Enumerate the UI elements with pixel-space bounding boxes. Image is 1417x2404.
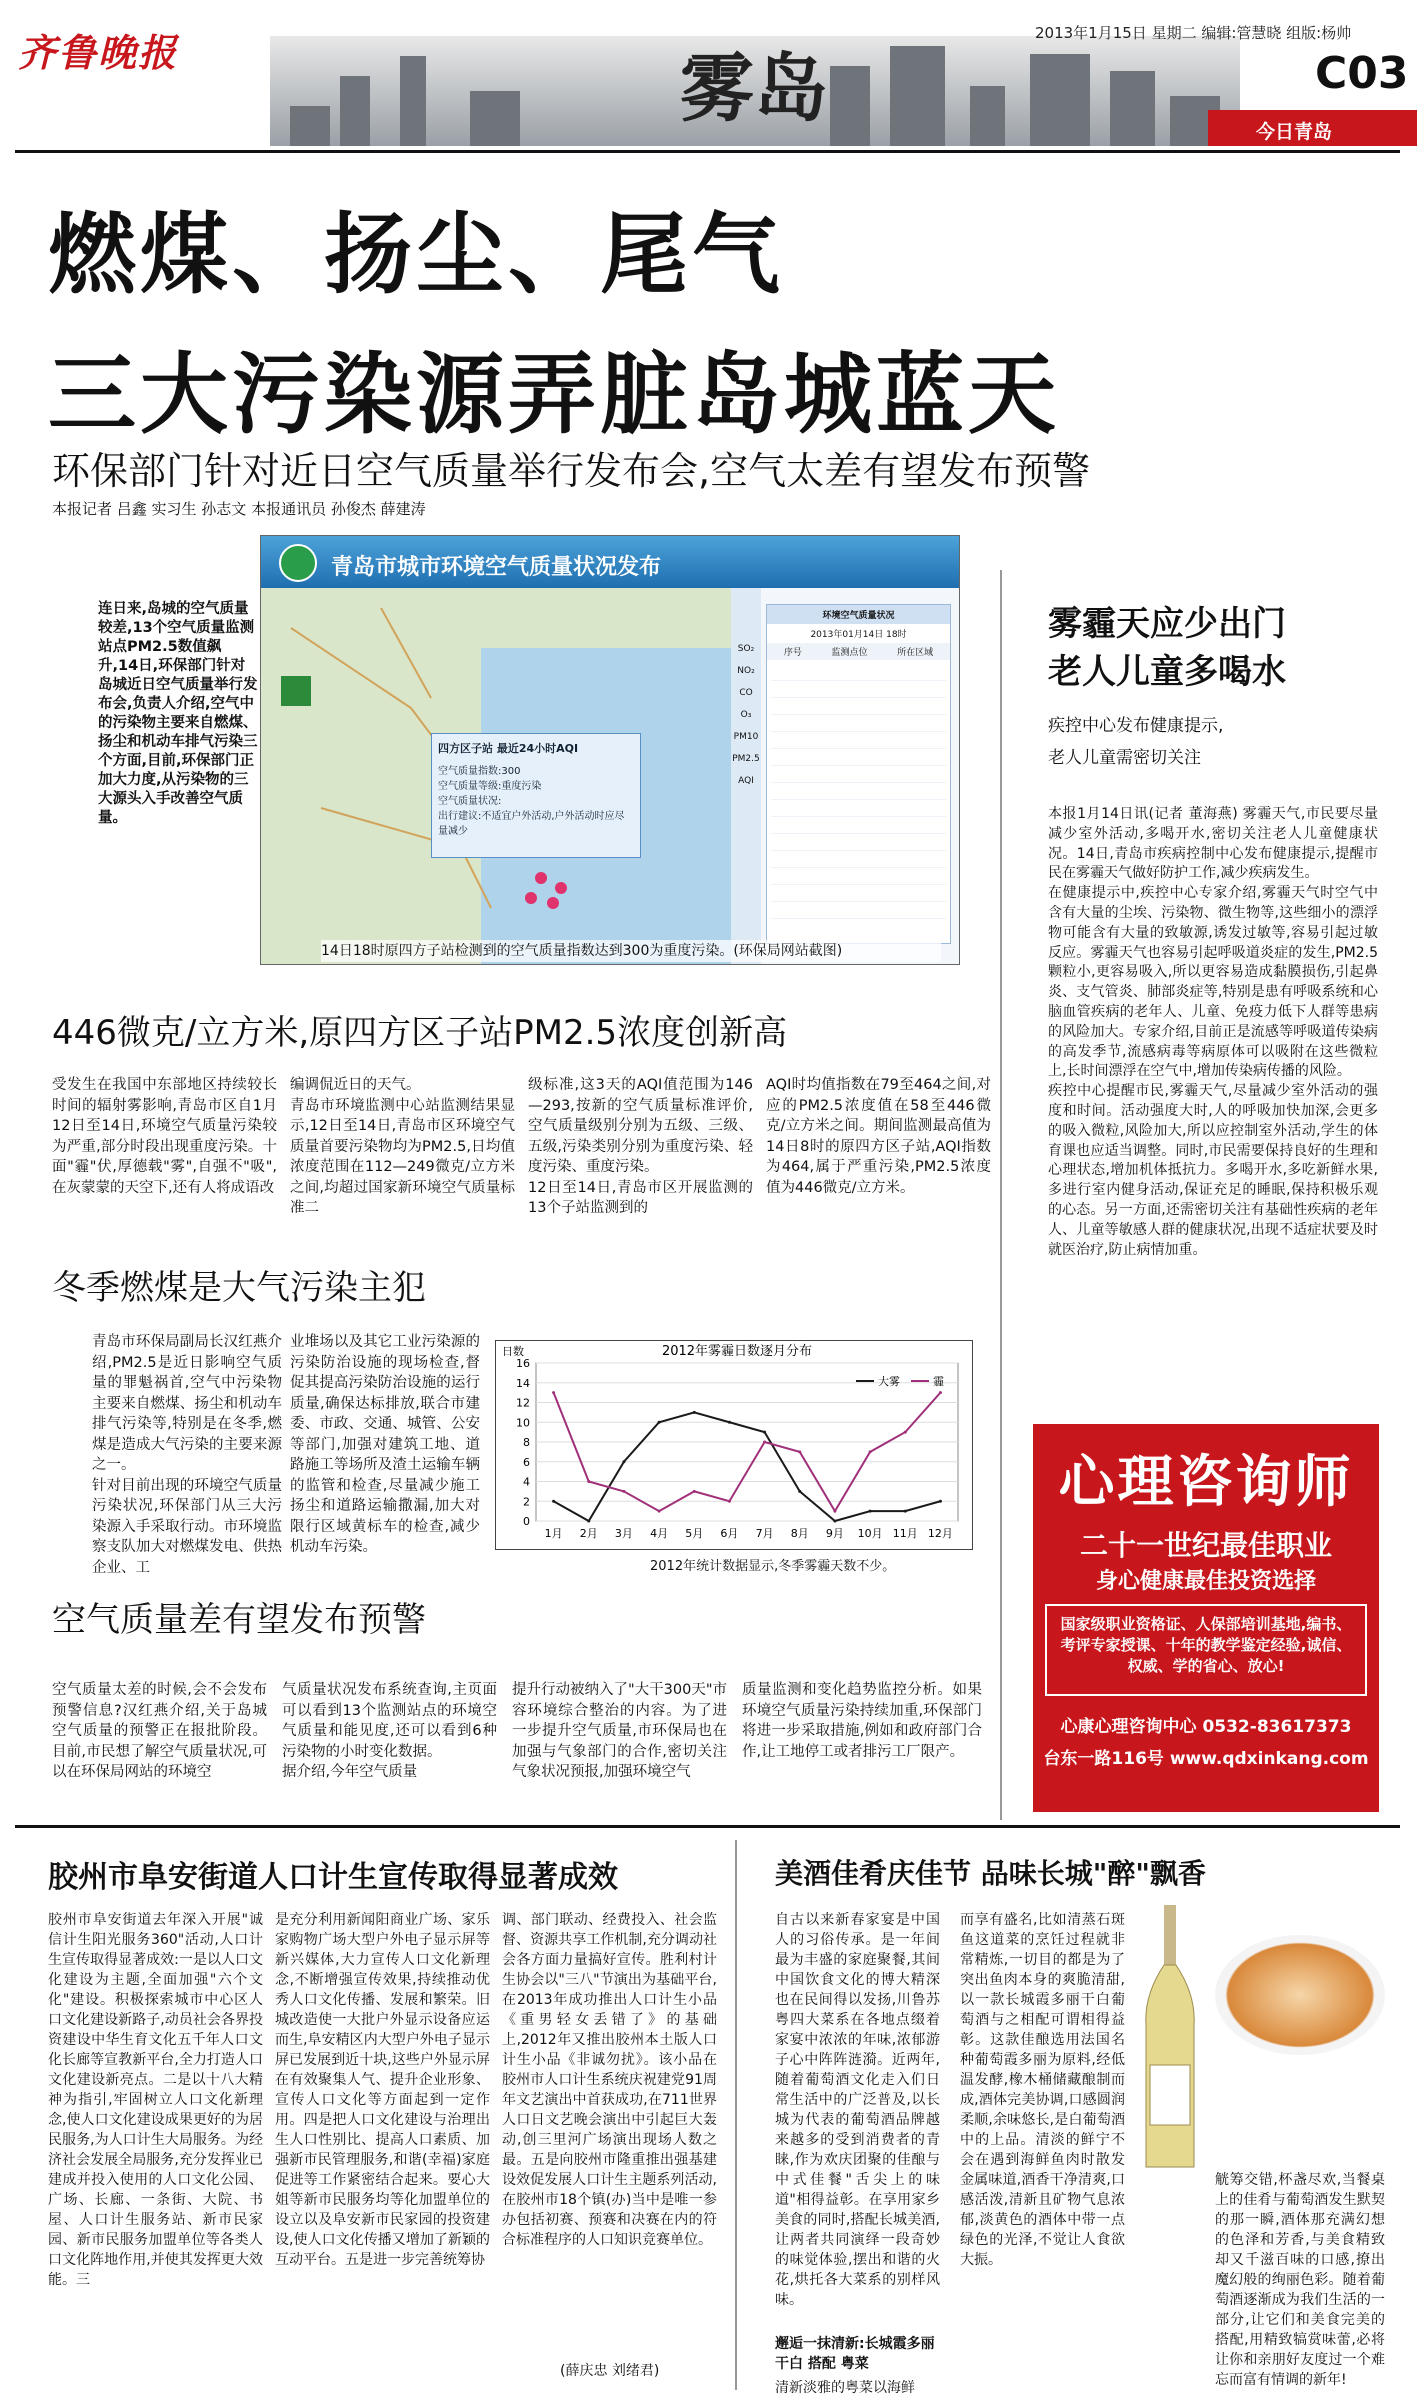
station-marker[interactable] [555, 882, 567, 894]
y-tick-label: 10 [516, 1416, 530, 1430]
edition-meta: 2013年1月15日 星期二 编辑:管慧晓 组版:杨帅 [1035, 24, 1352, 42]
y-tick-label: 12 [516, 1396, 530, 1410]
x-tick-label: 2月 [579, 1527, 598, 1540]
page-number: C03 [1315, 48, 1409, 99]
data-point [728, 1500, 731, 1503]
ad-title: 心理咨询师 [1058, 1450, 1354, 1515]
fog-haze-chart [495, 1340, 973, 1550]
byline: 本报记者 吕鑫 实习生 孙志文 本报通讯员 孙俊杰 薛建涛 [52, 500, 426, 518]
section3-col4: 质量监测和变化趋势监控分析。如果环境空气质量污染持续加重,环保部门将进一步采取措施,例如和政府部门合作,让工地停工或者排污工厂限产。 [742, 1682, 982, 1760]
x-tick-label: 4月 [650, 1527, 669, 1540]
header-rule [15, 150, 1400, 153]
station-marker[interactable] [547, 897, 559, 909]
y-tick-label: 8 [523, 1436, 530, 1449]
y-tick-label: 14 [516, 1376, 530, 1390]
lower-column-divider [735, 1840, 737, 2390]
sidebar-title-line1: 雾霾天应少出门 [1048, 604, 1286, 644]
popup-line: 空气质量等级:重度污染 [438, 781, 542, 792]
legend-label: 大雾 [878, 1375, 900, 1388]
lead-intro: 连日来,岛城的空气质量较差,13个空气质量监测站点PM2.5数值飙升,14日,环保部门针对岛城近日空气质量举行发布会,负责人介绍,空气中的污染物主要来自燃煤、扬尘和机动车排气污染三个方面,目前,环保部门正加大力度,从污染物的三大源头入手改善空气质量。 [98, 601, 258, 826]
sidebar-body: 本报1月14日讯(记者 董海燕) 雾霾天气,市民要尽量减少室外活动,多喝开水,密切关注老人儿童健康状况。14日,青岛市疾病控制中心发布健康提示,提醒市民在雾霾天气做好防护工作,减少疾病发生。 在健康提示中,疾控中心专家介绍,雾霾天气时空气中含有大量的尘埃、污染物、微生物等,这些细小的漂浮物可能含有大量的致敏源,诱发过敏等,容易引起过敏反应。雾霾天气也容易引起呼吸道炎症的发生,PM2.5颗粒小,更容易吸入,所以更容易造成黏膜损伤,引起鼻炎、支气管炎、肺部炎症等,特别是患有呼吸系统和心脑血管疾病的老年人、儿童、免疫力低下人群等患病的风险加大。专家介绍,目前正是流感等呼吸道传染病的高发季节,流感病毒等病原体可以吸附在这些微粒上,长时间漂浮在空气中,增加传染病传播的风险。 疾控中心提醒市民,雾霾天气,尽量减少室外活动的强度和时间。活动强度大时,人的呼吸加快加深,会更多的吸入微粒,风险加大,所以应控制室外活动,学生的体育课也应适当调整。同时,市民需要保持良好的生理和心理状态,增加机体抵抗力。多喝开水,多吃新鲜水果,多进行室内健身活动,保证充足的睡眠,保持积极乐观的心态。另一方面,还需密切关注有基础性疾病的老年人、儿童等敏感人群的健康状况,出现不适症状要及时就医治疗,防止病情加重。 [1048, 806, 1378, 1258]
table-col: 监测点位 [831, 648, 868, 658]
jiaozhou-col2: 是充分利用新闻阳商业广场、家乐家购物广场大型户外电子显示屏等新兴媒体,大力宣传人口文化新理念,不断增强宣传效果,持续推动优秀人口文化传播、发展和繁荣。旧城改造使一大批户外显示设备应运而生,阜安精区内大型户外电子显示屏已发展到近十块,这些户外显示屏在有效聚集人气、提升企业形象、宣传人口文化等方面起到一定作用。四是把人口文化建设与治理出生人口性别比、提高人口素质、加强新市民管理服务,和谐(幸福)家庭促进等工作紧密结合起来。要心大姐等新市民服务均等化加盟单位的设立以及阜安新市民家园的投资建设,使人口文化传播又增加了新颖的互动平台。五是进一步完善统筹协 [275, 1912, 490, 2268]
data-point [763, 1431, 766, 1434]
wine-col1-tail: 清新淡雅的粤菜以海鲜 [775, 2380, 915, 2396]
steamed-fish-dish [1215, 1935, 1385, 2055]
section3-col2: 气质量状况发布系统查询,主页面可以看到13个监测站点的环境空气质量和能见度,还可以看到6种污染物的小时变化数据。 据介绍,今年空气质量 [282, 1682, 497, 1780]
x-tick-label: 1月 [544, 1527, 563, 1540]
agency-logo-icon [279, 544, 317, 582]
section1-title: 446微克/立方米,原四方区子站PM2.5浓度创新高 [52, 1013, 788, 1053]
sidebar-title-line2: 老人儿童多喝水 [1048, 652, 1286, 692]
x-tick-label: 5月 [685, 1527, 704, 1540]
sidebar-title [1048, 600, 1378, 700]
ad-line1: 二十一世纪最佳职业 [1079, 1529, 1332, 1562]
data-point [939, 1500, 942, 1503]
ad-phone: 心康心理咨询中心 0532-83617373 [1060, 1717, 1352, 1737]
ad-line2: 身心健康最佳投资选择 [1095, 1569, 1316, 1594]
y-tick-label: 16 [516, 1357, 530, 1370]
legend-label: 霾 [933, 1375, 944, 1388]
data-point [622, 1460, 625, 1463]
data-point [693, 1411, 696, 1414]
newspaper-logo: 齐鲁晚报 [18, 30, 179, 75]
page-header [0, 0, 1417, 150]
data-point [869, 1450, 872, 1453]
section1-col3: 级标准,这3天的AQI值范围为146—293,按新的空气质量标准评价,空气质量级别分别为五级、三级、五级,污染类别分别为重度污染、轻度污染、重度污染。 12日至14日,青岛市区开展监测的13个子站监测到的 [528, 1077, 753, 1216]
data-point [587, 1480, 590, 1483]
data-point [939, 1391, 942, 1394]
table-col: 序号 [783, 648, 802, 658]
data-point [728, 1421, 731, 1424]
section3-col3: 提升行动被纳入了"大干300天"市容环境综合整治的内容。为了进一步提升空气质量,市环保局也在加强与气象部门的合作,密切关注气象状况预报,加强环境空气 [512, 1682, 728, 1780]
jiaozhou-headline: 胶州市阜安街道人口计生宣传取得显著成效 [48, 1860, 618, 1895]
tab-no2[interactable]: NO₂ [737, 666, 755, 676]
tab-aqi[interactable]: AQI [738, 776, 754, 786]
data-point [833, 1520, 836, 1523]
aqi-website-screenshot [260, 535, 960, 965]
tab-pm10[interactable]: PM10 [733, 732, 759, 742]
x-tick-label: 8月 [790, 1527, 809, 1540]
section2-col1: 青岛市环保局副局长汉红燕介绍,PM2.5是近日影响空气质量的罪魁祸首,空气中污染物主要来自燃煤、扬尘和机动车排气污染等,特别是在冬季,燃煤是造成大气污染的主要来源之一。 针对目前出现的环境空气质量污染状况,环保部门从三大污染源入手采取行动。市环境监察支队加大对燃煤发电、供热企业、工 [92, 1334, 282, 1576]
data-point [904, 1510, 907, 1513]
screenshot-caption: 14日18时原四方子站检测到的空气质量指数达到300为重度污染。(环保局网站截图) [321, 940, 941, 962]
column-divider [1000, 570, 1002, 1820]
station-marker[interactable] [535, 872, 547, 884]
chart-svg [496, 1341, 974, 1551]
station-marker[interactable] [525, 892, 537, 904]
chart-title: 2012年雾霾日数逐月分布 [661, 1344, 813, 1359]
x-tick-label: 9月 [825, 1527, 844, 1540]
data-point [658, 1510, 661, 1513]
chart-caption: 2012年统计数据显示,冬季雾霾天数不少。 [650, 1559, 896, 1574]
section1-col4: AQI时均值指数在79至464之间,对应的PM2.5浓度值在58至446微克/立方米之间。期间监测最高值为14日8时的原四方区子站,AQI指数为464,属于严重污染,PM2.5浓度值为446微克/立方米。 [766, 1077, 991, 1196]
x-tick-label: 3月 [614, 1527, 633, 1540]
y-axis-label: 日数 [502, 1345, 524, 1358]
section1-col2: 编调侃近日的天气。 青岛市环境监测中心站监测结果显示,12日至14日,青岛市区环境空气质量首要污染物均为PM2.5,日均值浓度范围在112—249微克/立方米之间,均超过国家新环境空气质量标准二 [290, 1077, 515, 1216]
tab-pm25[interactable]: PM2.5 [732, 754, 760, 764]
jiaozhou-col1: 胶州市阜安街道去年深入开展"诚信计生阳光服务360"活动,人口计生宣传取得显著成效:一是以人口文化建设为主题,全面加强"六个文化"建设。积极探索城市中心区人口文化建设新路子,动员社会各界投资建设中华生育文化五千年人口文化长廊等宣教新平台,全力打造人口文化建设新亮点。二是以十八大精神为指引,牢固树立人口文化新理念,使人口文化建设成果更好的为居民服务,为人口计生大局服务。为经济社会发展全局服务,充分发挥业已建成并投入使用的人口文化公园、广场、长廊、一条街、大院、书屋、人口计生服务站、新市民家园、新市民服务加盟单位等各类人口文化阵地作用,并使其发挥更大效能。三 [48, 1912, 263, 2288]
lower-rule [15, 1825, 1400, 1828]
tab-so2[interactable]: SO₂ [737, 644, 755, 654]
jiaozhou-col3: 调、部门联动、经费投入、社会监督、资源共享工作机制,充分调动社会各方面力量搞好宣传。胜利村计生协会以"三八"节演出为基础平台,在2013年成功推出人口计生小品《重男轻女丢错了》的基础上,2012年又推出胶州本土版人口计生小品《非诚勿扰》。该小品在胶州市人口计生系统庆祝建党91周年文艺演出中首获成功,在711世界人口日文艺晚会演出中引起巨大轰动,创三里河广场演出现场人数之最。五是向胶州市隆重推出强基建设效促发展人口计生主题系列活动,在胶州市18个镇(办)当中是唯一参办包括初赛、预赛和决赛在内的符合标准程序的人口知识竞赛单位。 [502, 1912, 717, 2248]
y-tick-label: 0 [523, 1515, 530, 1528]
x-tick-label: 12月 [927, 1527, 953, 1540]
data-point [763, 1441, 766, 1444]
ad-description: 国家级职业资格证、人保部培训基地,编书、考评专家授课、十年的教学鉴定经验,诚信、权威、学的省心、放心! [1045, 1604, 1367, 1696]
y-tick-label: 6 [523, 1455, 530, 1469]
popup-line: 空气质量状况: [438, 796, 502, 807]
data-point [587, 1520, 590, 1523]
x-tick-label: 10月 [857, 1527, 883, 1540]
data-point [658, 1421, 661, 1424]
popup-line: 出行建议:不适宜户外活动,户外活动时应尽量减少 [438, 811, 625, 837]
table-date: 2013年01月14日 18时 [810, 630, 907, 640]
data-point [833, 1510, 836, 1513]
data-point [798, 1490, 801, 1493]
x-tick-label: 6月 [720, 1527, 739, 1540]
data-point [552, 1500, 555, 1503]
y-tick-label: 2 [523, 1495, 530, 1509]
qingdao-map [261, 588, 731, 965]
popup-line: 空气质量指数:300 [438, 766, 521, 777]
tab-co[interactable]: CO [739, 688, 753, 698]
wine-bottle-icon [1140, 1905, 1200, 2170]
x-tick-label: 11月 [892, 1527, 918, 1540]
data-point [904, 1431, 907, 1434]
sidebar-subtitle [1048, 710, 1378, 780]
section3-col1: 空气质量太差的时候,会不会发布预警信息?汉红燕介绍,关于岛城空气质量的预警正在报批阶段。目前,市民想了解空气质量状况,可以在环保局网站的环境空 [52, 1682, 267, 1780]
section-title: 雾岛 [680, 46, 828, 132]
tab-o3[interactable]: O₃ [740, 710, 752, 720]
section3-title: 空气质量差有望发布预警 [52, 1600, 426, 1640]
sidebar-sub-line1: 疾控中心发布健康提示, [1048, 716, 1224, 736]
station-popup [431, 733, 641, 858]
screenshot-title-bar: 青岛市城市环境空气质量状况发布 [261, 536, 960, 588]
section2-title: 冬季燃煤是大气污染主犯 [52, 1268, 426, 1308]
data-point [798, 1450, 801, 1453]
wine-col2: 而享有盛名,比如清蒸石斑鱼这道菜的烹饪过程就非常精炼,一切目的都是为了突出鱼肉本身的爽脆清甜,以一款长城霞多丽干白葡萄酒与之相配可谓相得益彰。这款佳酿选用法国名种葡萄霞多丽为原料,经低温发酵,橡木桶储藏酿制而成,酒体完美协调,口感圆润柔顺,余味悠长,是白葡萄酒中的上品。清淡的鲜宁不会在遇到海鲜鱼肉时散发金属味道,酒香干净清爽,口感活泼,清新且矿物气息浓郁,淡黄色的酒体中带一点绿色的光泽,不觉让人食欲大振。 [960, 1912, 1125, 2268]
headline-line2: 三大污染源弄脏岛城蓝天 [48, 343, 1061, 446]
section2-col2: 业堆场以及其它工业污染源的污染防治设施的现场检查,督促其提高污染防治设施的运行质量,确保达标排放,联合市建委、市政、交通、城管、公安等部门,加强对建筑工地、道路施工等场所及渣土运输车辆的监管和检查,尽量减少施工扬尘和道路运输撒漏,加大对限行区域黄标车的检查,减少机动车污染。 [290, 1334, 480, 1555]
sidebar-sub-line2: 老人儿童需密切关注 [1048, 748, 1201, 768]
ad-website[interactable]: 台东一路116号 www.qdxinkang.com [1043, 1749, 1369, 1769]
data-point [869, 1510, 872, 1513]
today-qingdao-tag: 今日青岛 [1208, 110, 1417, 146]
data-point [552, 1391, 555, 1394]
wine-col3: 觥筹交错,杯盏尽欢,当餐桌上的佳肴与葡萄酒发生默契的那一瞬,酒体那充满幻想的色泽和芳香,与美食精致却又千滋百味的口感,撩出魔幻般的绚丽色彩。随着葡萄酒逐渐成为我们生活的一部分,让它们和美食完美的搭配,用精致犒赏味蕾,必将让你和亲朋好友度过一个难忘而富有情调的新年! [1215, 2172, 1385, 2388]
wine-col1: 自古以来新春家宴是中国人的习俗传承。是一年间最为丰盛的家庭聚餐,其间中国饮食文化的博大精深也在民间得以发扬,川鲁苏粤四大菜系在各地点缀着家宴中浓浓的年味,浓郁游子心中阵阵涟漪。近两年,随着葡萄酒文化走入们日常生活中的广泛普及,以长城为代表的葡萄酒品牌越来越多的受到消费者的青睐,作为欢庆团聚的佳酿与中式佳餐"舌尖上的味道"相得益彰。在享用家乡美食的同时,搭配长城美酒,让两者共同演绎一段奇妙的味觉体验,摆出和谐的火花,烘托各大菜系的别样风味。 [775, 1912, 940, 2308]
wine-headline: 美酒佳肴庆佳节 品味长城"醉"飘香 [775, 1857, 1206, 1890]
aqi-table [766, 604, 951, 944]
popup-title: 四方区子站 最近24小时AQI [438, 742, 579, 755]
section1-col1: 受发生在我国中东部地区持续较长时间的辐射雾影响,青岛市区自1月12日至14日,环境空气质量污染较为严重,部分时段出现重度污染。十面"霾"伏,厚德载"雾",自强不"吸",在灰蒙蒙的天空下,还有人将成语改 [52, 1077, 277, 1196]
table-col: 所在区域 [897, 648, 934, 658]
pollutant-tabs [731, 588, 761, 965]
table-header: 环境空气质量状况 [767, 605, 950, 624]
subheadline: 环保部门针对近日空气质量举行发布会,空气太差有望发布预警 [52, 449, 1091, 493]
ad-psychology-counselor[interactable] [1033, 1424, 1379, 1812]
data-point [693, 1490, 696, 1493]
x-tick-label: 7月 [755, 1527, 774, 1540]
green-zone [281, 676, 311, 706]
headline-line1: 燃煤、扬尘、尾气 [48, 203, 785, 306]
data-point [622, 1490, 625, 1493]
jiaozhou-credit: (薛庆忠 刘绪君) [560, 2363, 660, 2379]
wine-pairing-line: 邂逅一抹清新:长城霞多丽干白 搭配 粤菜 [775, 2336, 935, 2372]
y-tick-label: 4 [523, 1475, 530, 1489]
